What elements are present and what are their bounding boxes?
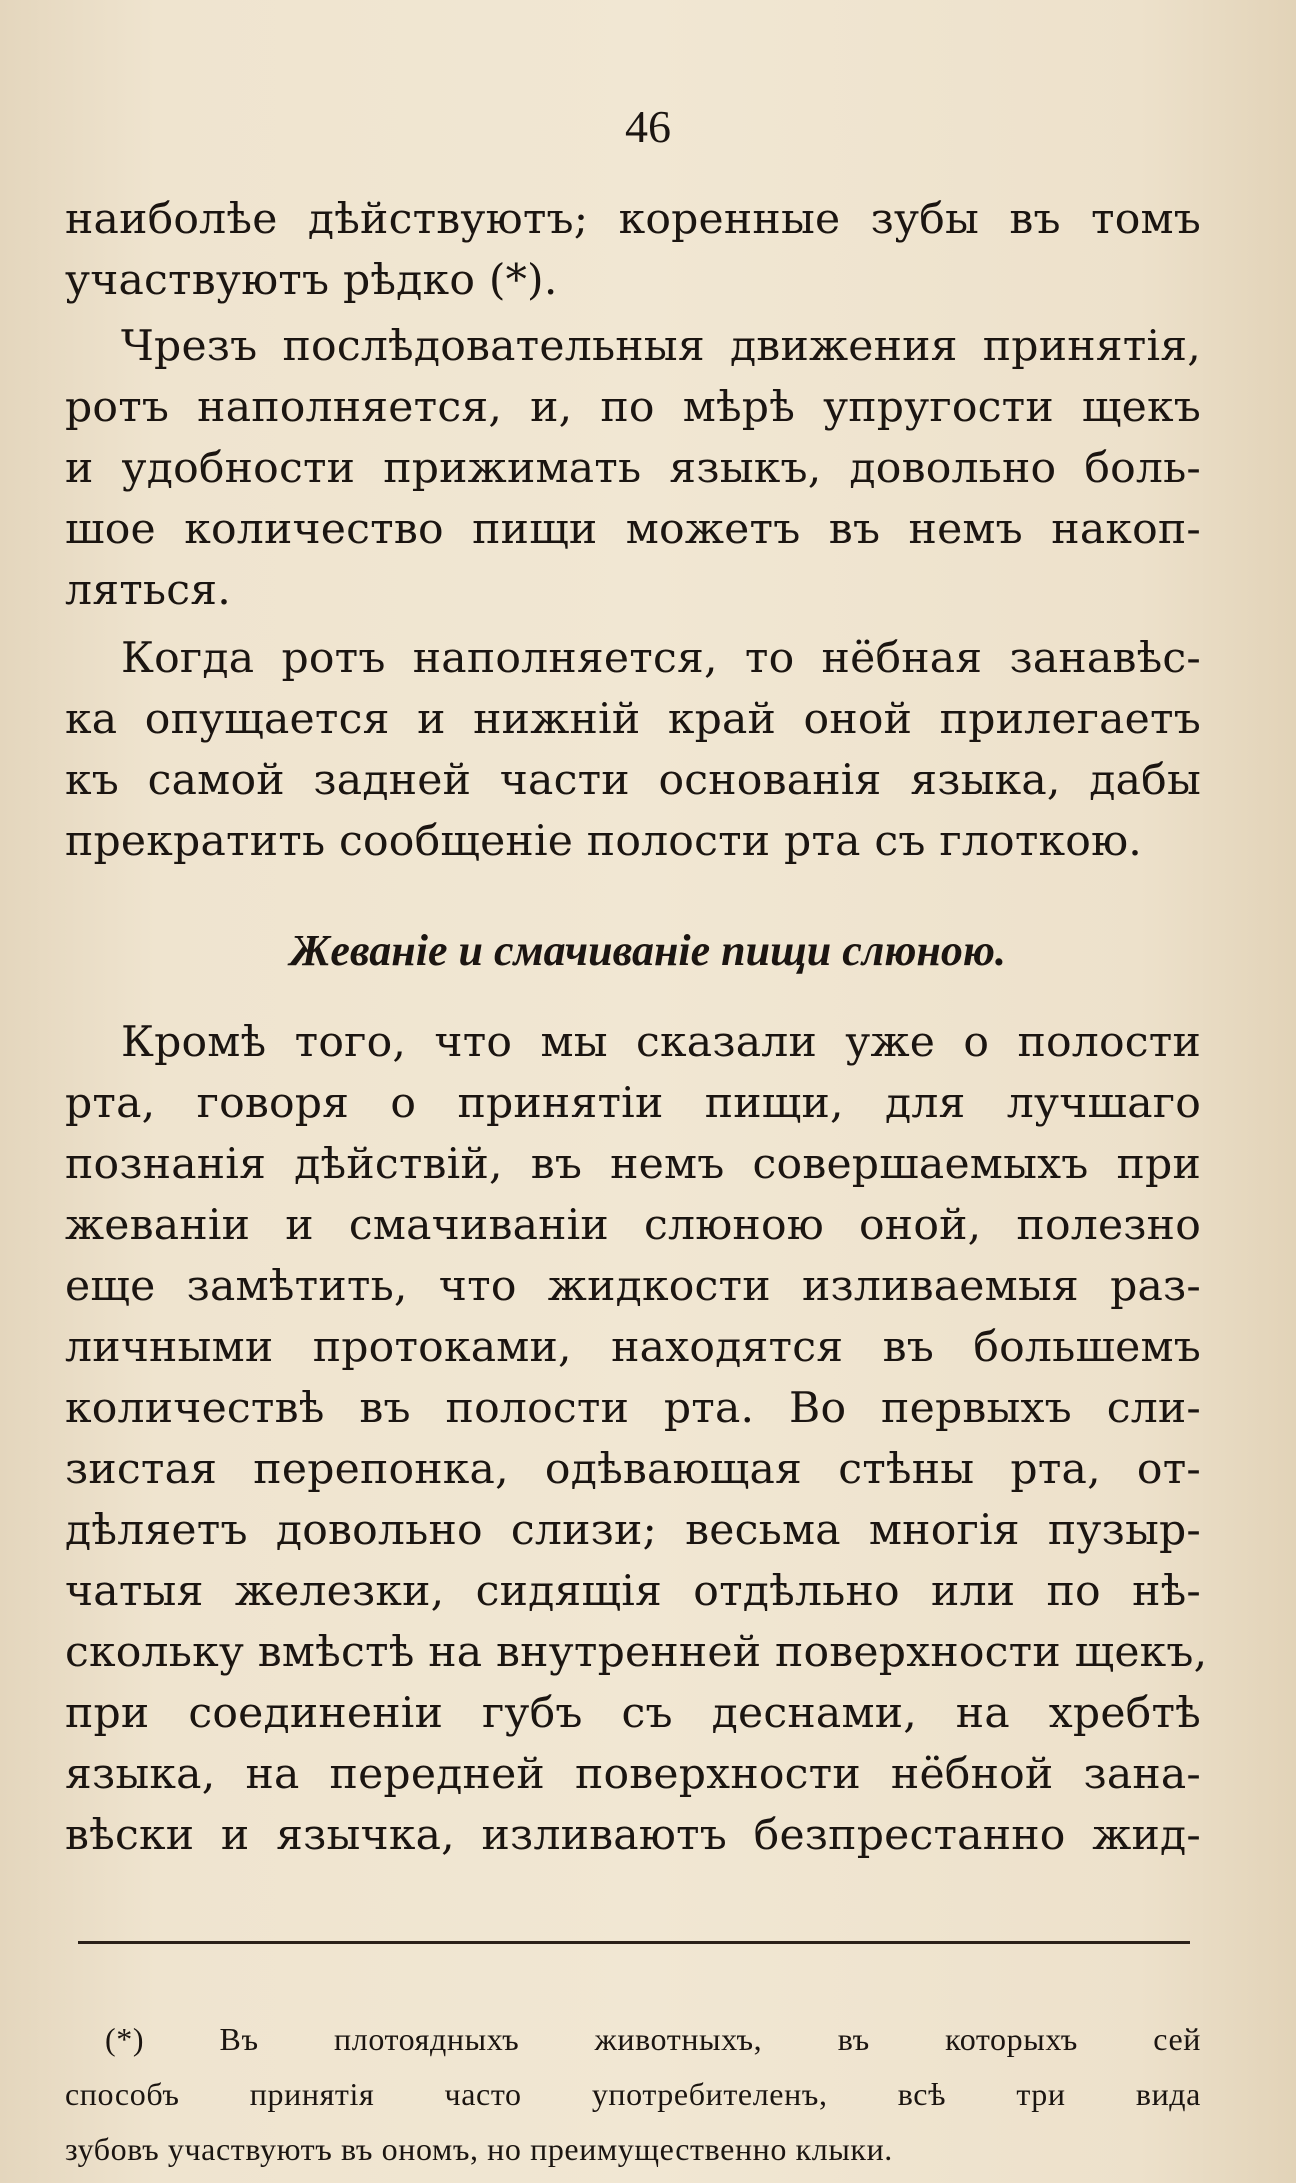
text-line: Кромѣ того, что мы сказали уже о полости (121, 1018, 1201, 1067)
footnote-line: способъ принятія часто употребителенъ, всѣ три вида (65, 2076, 1201, 2112)
section-heading: Жеваніе и смачиваніе пищи слюною. (290, 926, 1006, 975)
text-line: ка опущается и нижній край оной прилегаетъ (65, 695, 1201, 744)
text-line: зистая перепонка, одѣвающая стѣны рта, от- (65, 1445, 1201, 1494)
paragraph-soft-palate (65, 628, 1201, 872)
text-line: чатыя железки, сидящія отдѣльно или по нѣ- (65, 1567, 1201, 1616)
paragraph-mouth-filling (65, 316, 1201, 621)
text-line: скольку вмѣстѣ на внутренней поверхности щекъ, (65, 1628, 1208, 1677)
text-line: Чрезъ послѣдовательныя движения принятія, (121, 322, 1201, 371)
text-line: рта, говоря о принятіи пищи, для лучшаго (65, 1079, 1201, 1128)
footnote-divider (78, 1941, 1190, 1944)
text-line: жеваніи и смачиваніи слюною оной, полезно (65, 1201, 1201, 1250)
text-line: участвуютъ рѣдко (*). (65, 256, 558, 305)
text-line: еще замѣтить, что жидкости изливаемыя раз- (65, 1262, 1201, 1311)
text-line: прекратить сообщеніе полости рта съ глоткою. (65, 817, 1142, 866)
text-line: личными протоками, находятся въ большемъ (65, 1323, 1201, 1372)
text-line: количествѣ въ полости рта. Во первыхъ сли- (65, 1384, 1201, 1433)
paragraph-continuation (65, 189, 1201, 311)
footnote (65, 2012, 1201, 2177)
text-line: ротъ наполняется, и, по мѣрѣ упругости щекъ (65, 383, 1201, 432)
paragraph-chewing (65, 1012, 1208, 1866)
text-line: языка, на передней поверхности нёбной зана- (65, 1750, 1201, 1799)
text-line: наиболѣе дѣйствуютъ; коренные зубы въ томъ (65, 195, 1201, 244)
text-line: Когда ротъ наполняется, то нёбная занавѣс- (121, 634, 1201, 683)
footnote-line: зубовъ участвуютъ въ ономъ, но преимущественно клыки. (65, 2131, 893, 2167)
text-line: познанія дѣйствій, въ немъ совершаемыхъ при (65, 1140, 1201, 1189)
text-line: при соединеніи губъ съ деснами, на хребтѣ (65, 1689, 1201, 1738)
text-line: вѣски и язычка, изливаютъ безпрестанно жид- (65, 1811, 1201, 1860)
text-line: и удобности прижимать языкъ, довольно боль- (65, 444, 1201, 493)
footnote-line: (*) Въ плотоядныхъ животныхъ, въ которыхъ сей (105, 2021, 1201, 2057)
text-line: ляться. (65, 566, 231, 615)
text-line: шое количество пищи можетъ въ немъ накоп- (65, 505, 1201, 554)
page-number: 46 (625, 101, 671, 152)
text-line: дѣляетъ довольно слизи; весьма многія пузыр- (65, 1506, 1201, 1555)
text-line: къ самой задней части основанія языка, дабы (65, 756, 1201, 805)
